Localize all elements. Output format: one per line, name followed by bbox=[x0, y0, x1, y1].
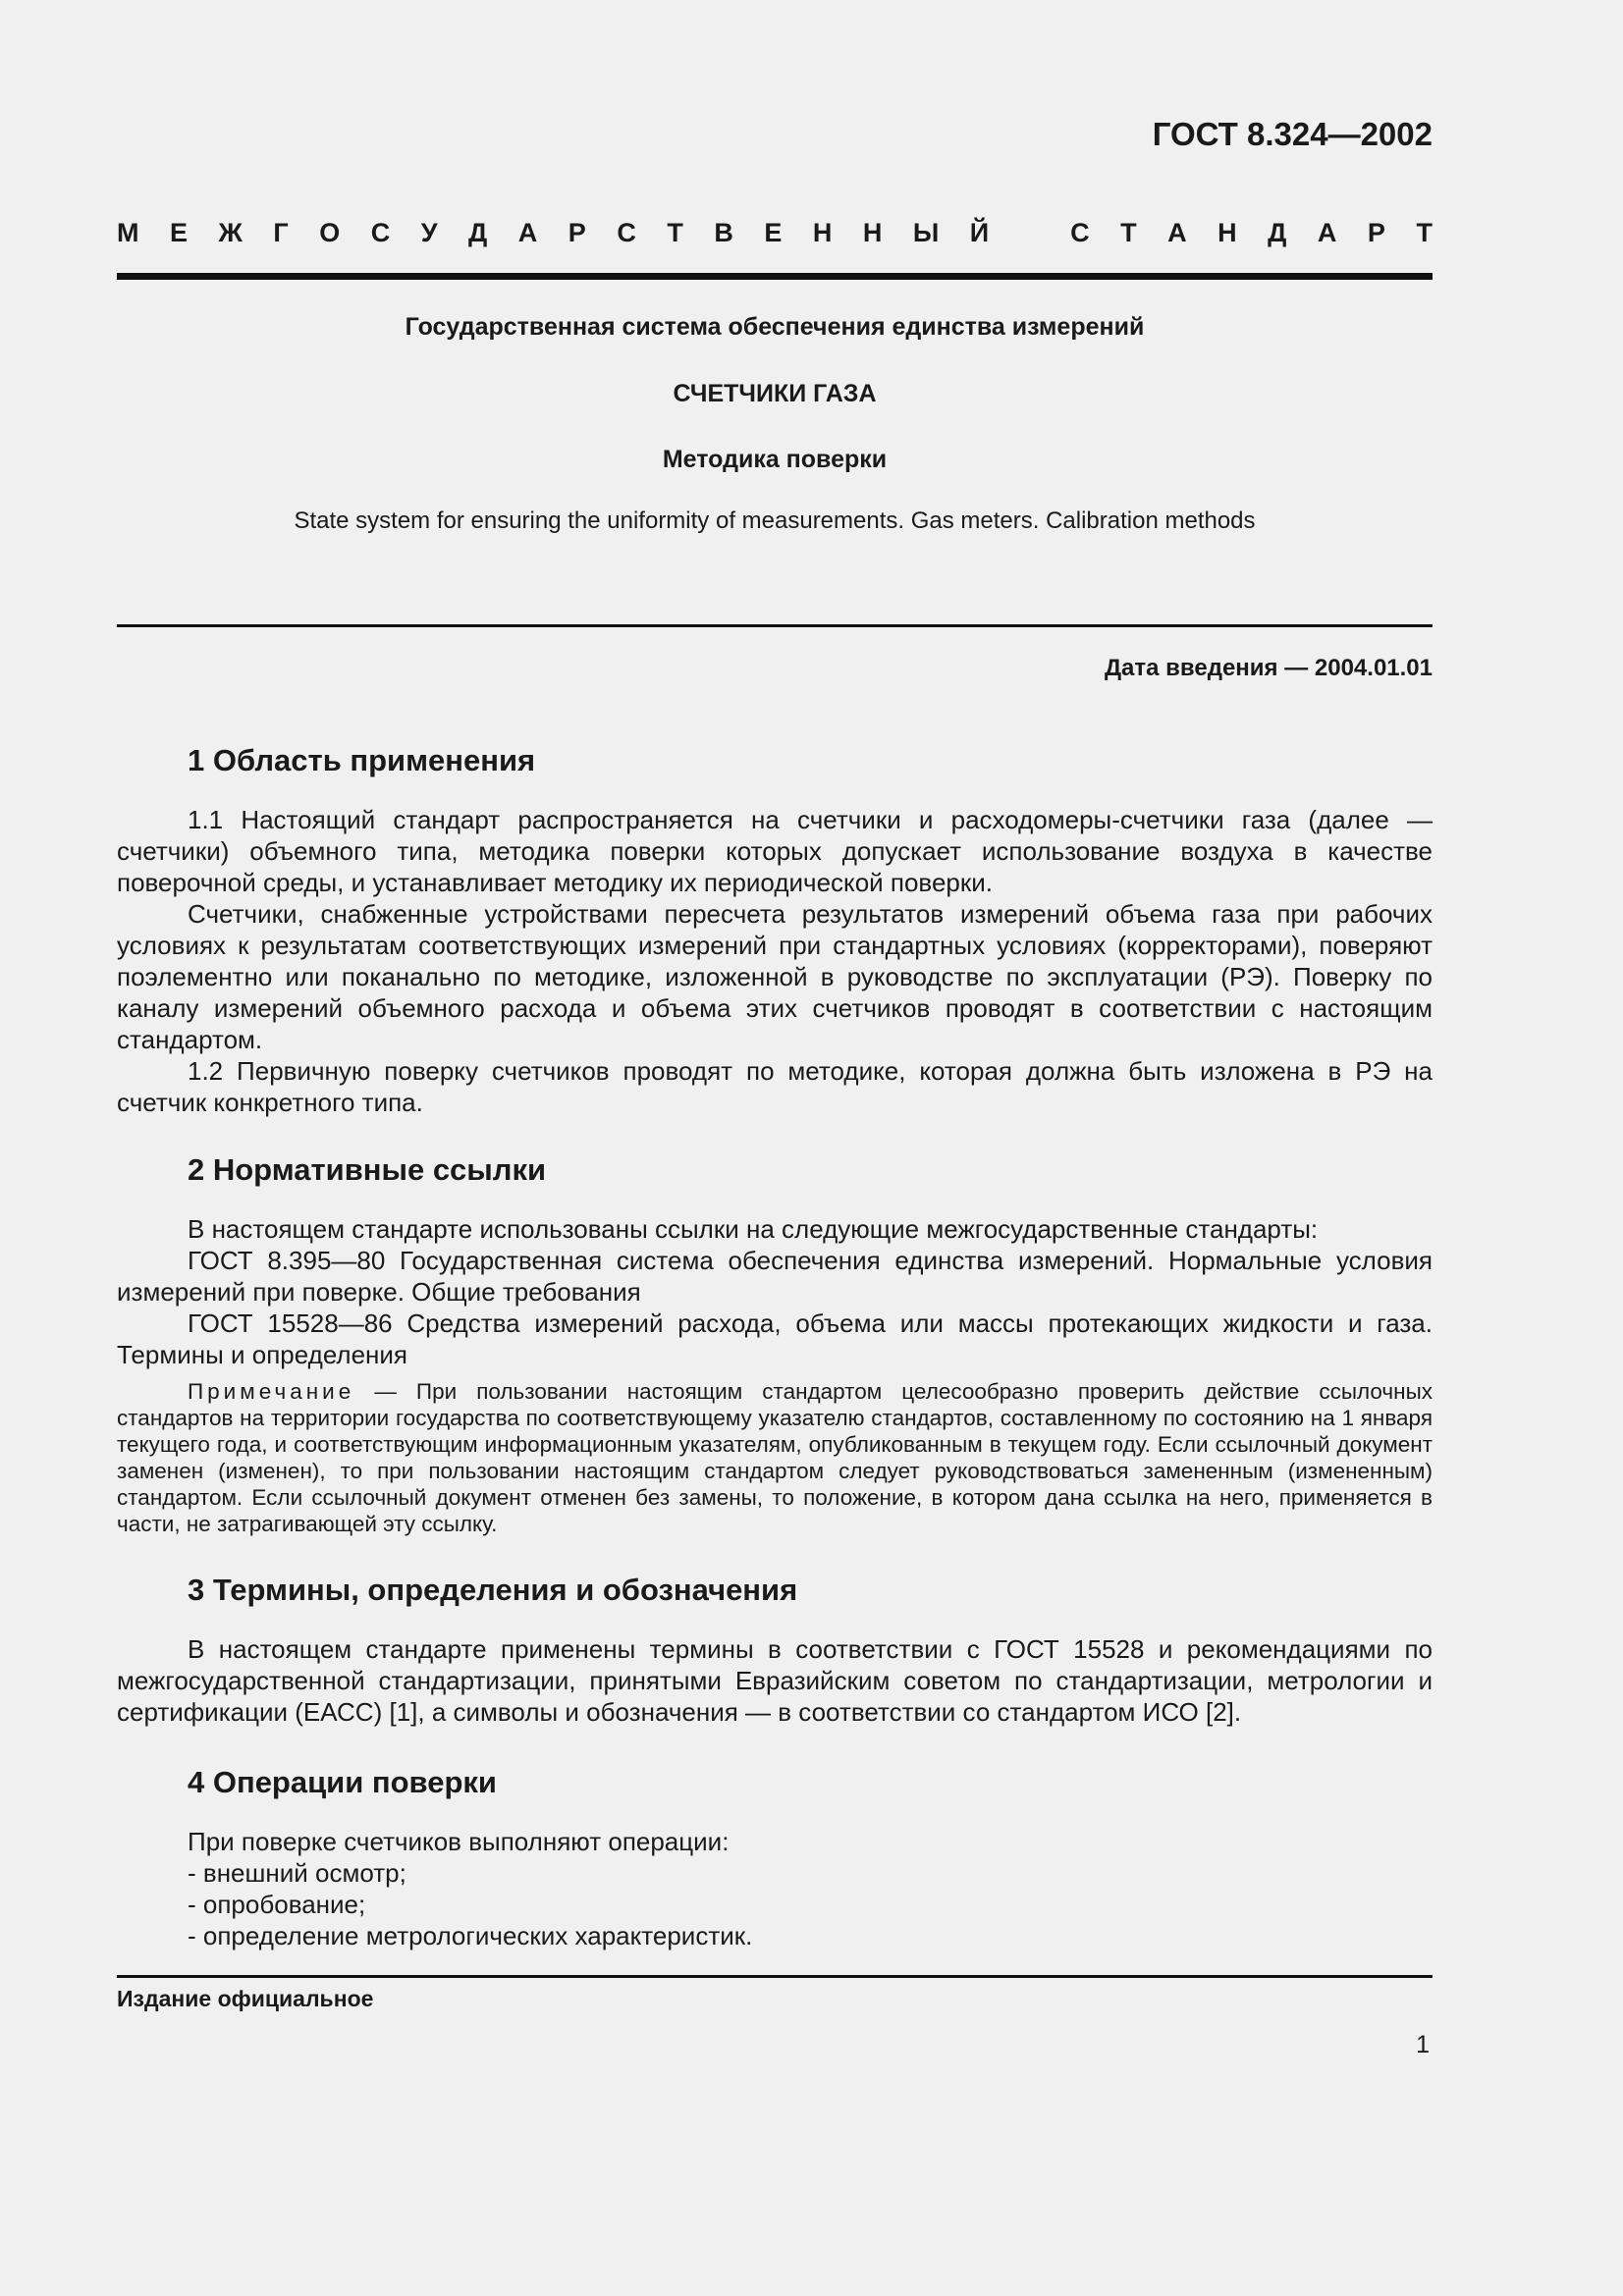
standard-type-letter: О bbox=[319, 218, 341, 247]
header-rule bbox=[117, 273, 1433, 280]
standard-type-letter: Ы bbox=[912, 218, 940, 247]
standard-type-letter: С bbox=[617, 218, 636, 247]
section-1-heading: 1 Область применения bbox=[188, 743, 536, 777]
title-rule bbox=[117, 624, 1433, 627]
system-title: Государственная система обеспечения единства измерений bbox=[405, 313, 1145, 341]
section-2-heading: 2 Нормативные ссылки bbox=[188, 1152, 547, 1187]
standard-type-letter: Р bbox=[1367, 218, 1385, 247]
section-3 bbox=[117, 1573, 1433, 1728]
section-3-heading: 3 Термины, определения и обозначения bbox=[188, 1573, 798, 1607]
standard-type-letter: А bbox=[1167, 218, 1187, 247]
section-3-paragraph-1: В настоящем стандарте применены термины в соответствии с ГОСТ 15528 и рекомендациями по межгосударственной стандартизации, принятыми Евразийским советом по стандартизации, метрологии и сертификации (ЕАСС) [1], а символы и обозначения — в соответствии со стандартом ИСО [2]. bbox=[117, 1634, 1433, 1727]
standard-type-letter: А bbox=[517, 218, 538, 247]
standard-type-letter: Н bbox=[862, 218, 883, 247]
section-2-note bbox=[117, 1378, 1433, 1537]
document-number: ГОСТ 8.324—2002 bbox=[1152, 116, 1433, 152]
section-2-reference-1: ГОСТ 8.395—80 Государственная система обеспечения единства измерений. Нормальные условия измерений при поверке. Общие требования bbox=[117, 1246, 1433, 1307]
section-2-reference-2: ГОСТ 15528—86 Средства измерений расхода, объема или массы протекающих жидкости и газа. Термины и определения bbox=[117, 1308, 1433, 1369]
english-title: State system for ensuring the uniformity of measurements. Gas meters. Calibration methods bbox=[294, 507, 1256, 534]
edition-label: Издание официальное bbox=[117, 1986, 374, 2011]
standard-type-letter: У bbox=[420, 218, 438, 247]
note-text: — При пользовании настоящим стандартом целесообразно проверить действие ссылочных стандартов на территории государства по соответствующему указателю стандартов, составленному по состоянию на 1 января текущего года, и соответствующим информационным указателям, опубликованным в текущем году. Если ссылочный документ заменен (изменен), то при пользовании настоящим стандартом следует руководствоваться замененным (измененным) стандартом. Если ссылочный документ отменен без замены, то положение, в котором дана ссылка на него, применяется в части, не затрагивающей эту ссылку. bbox=[117, 1379, 1433, 1536]
standard-type-letter: А bbox=[1317, 218, 1337, 247]
list-item: - внешний осмотр; bbox=[188, 1858, 406, 1888]
standard-type-letter: С bbox=[370, 218, 391, 247]
footer-rule bbox=[117, 1975, 1433, 1978]
section-1-paragraph-1: 1.1 Настоящий стандарт распространяется на счетчики и расходомеры-счетчики газа (далее — счетчики) объемного типа, методика поверки которых допускает использование воздуха в качестве поверочной среды, и устанавливает методику их периодической поверки. bbox=[117, 805, 1433, 897]
standard-type-letter: Т bbox=[1416, 218, 1433, 247]
section-1-paragraph-2: Счетчики, снабженные устройствами пересчета результатов измерений объема газа при рабочих условиях к результатам соответствующих измерений при стандартных условиях (корректорами), поверяют поэлементно или поканально по методике, изложенной в руководстве по эксплуатации (РЭ). Поверку по каналу измерений объемного расхода и объема этих счетчиков проводят в соответствии с настоящим стандартом. bbox=[117, 899, 1433, 1054]
standard-type-letter: В bbox=[714, 218, 733, 247]
section-1 bbox=[117, 743, 1433, 1118]
note-label: Примечание bbox=[188, 1379, 355, 1404]
section-2-paragraph-1: В настоящем стандарте использованы ссылки на следующие межгосударственные стандарты: bbox=[188, 1214, 1319, 1244]
standard-type-letter: Т bbox=[1120, 218, 1137, 247]
standard-type-letter: Д bbox=[468, 218, 488, 247]
standard-type-letter: Е bbox=[764, 218, 783, 247]
section-1-paragraph-3: 1.2 Первичную поверку счетчиков проводят по методике, которая должна быть изложена в РЭ на счетчик конкретного типа. bbox=[117, 1056, 1433, 1117]
list-item: - опробование; bbox=[188, 1890, 366, 1919]
section-2 bbox=[117, 1152, 1433, 1537]
standard-type-letter: Д bbox=[1268, 218, 1287, 247]
list-item: - определение метрологических характеристик. bbox=[188, 1921, 753, 1950]
introduction-date: Дата введения — 2004.01.01 bbox=[1104, 655, 1433, 681]
section-4-heading: 4 Операции поверки bbox=[188, 1765, 497, 1799]
section-4 bbox=[117, 1765, 1433, 1951]
standard-type-letter: Н bbox=[812, 218, 833, 247]
operations-list bbox=[117, 1857, 1433, 1951]
standard-type-letter: Ж bbox=[218, 218, 243, 247]
main-title: СЧЕТЧИКИ ГАЗА bbox=[673, 380, 877, 407]
standard-type-letter: Е bbox=[170, 218, 189, 247]
standard-type-letter: Н bbox=[1217, 218, 1237, 247]
standard-type-letter: Г bbox=[273, 218, 289, 247]
standard-type-letter: М bbox=[117, 218, 139, 247]
standard-type-letter bbox=[1020, 218, 1040, 248]
page-number: 1 bbox=[1416, 2031, 1430, 2058]
standard-type-letter: Т bbox=[667, 218, 683, 247]
section-4-paragraph-1: При поверке счетчиков выполняют операции: bbox=[188, 1827, 730, 1856]
standard-type-letter: С bbox=[1070, 218, 1090, 247]
sub-title: Методика поверки bbox=[662, 446, 888, 473]
standard-type-letter: Р bbox=[568, 218, 586, 247]
standard-type-heading bbox=[117, 218, 1433, 248]
standard-type-letter: Й bbox=[969, 218, 990, 247]
